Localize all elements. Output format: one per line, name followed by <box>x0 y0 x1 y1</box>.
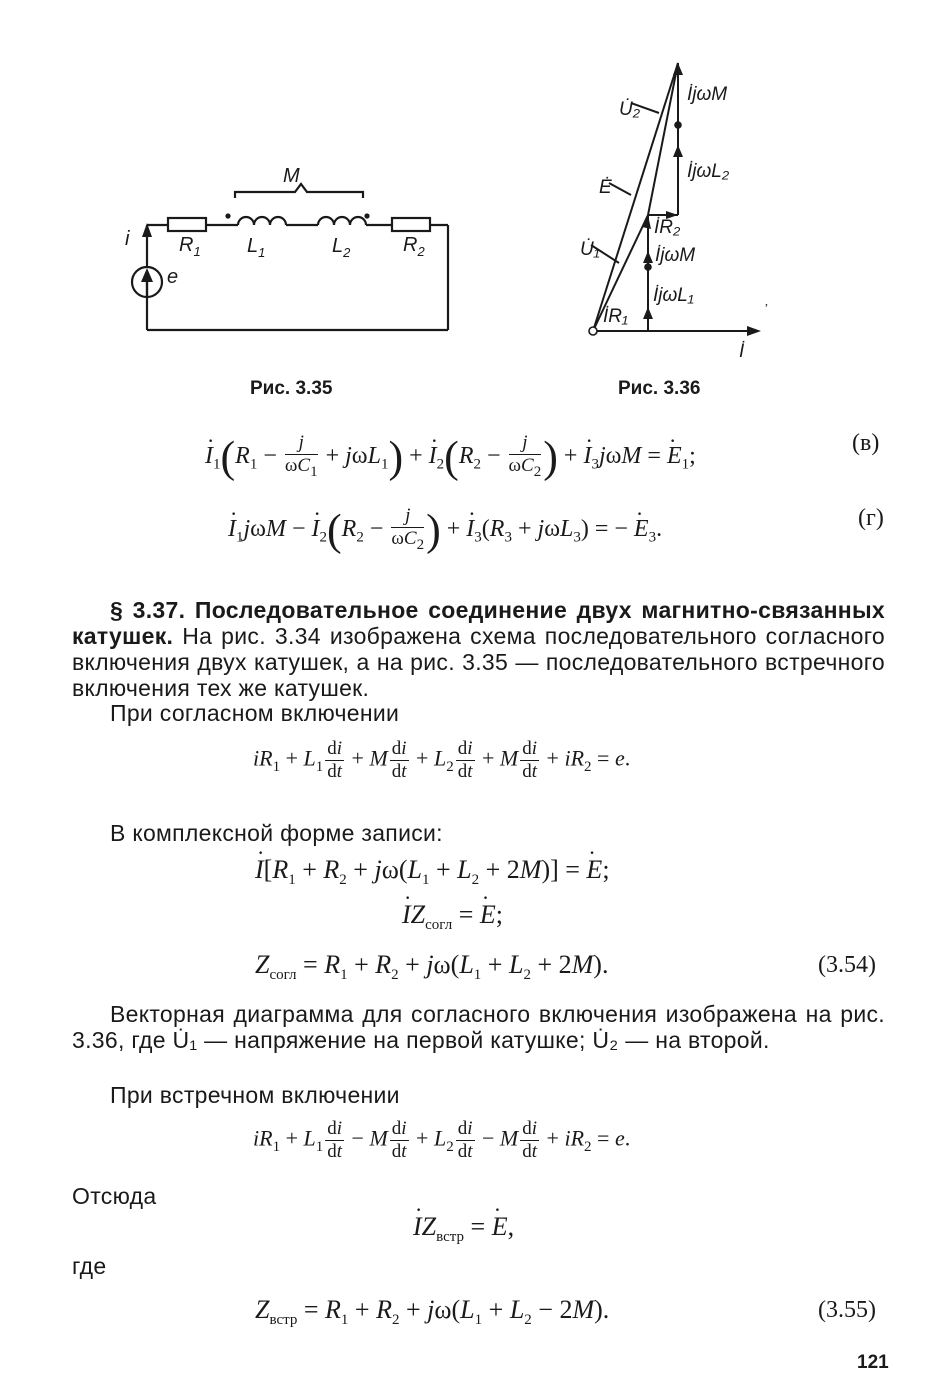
figure-3-35-caption: Рис. 3.35 <box>250 378 333 399</box>
page-number: 121 <box>857 1352 889 1373</box>
equation-izvstr: · $IZ_{встр}$ = · E, <box>413 1212 514 1246</box>
where-text: где <box>72 1253 107 1279</box>
label-i-dot: İ <box>739 341 745 362</box>
opposing-intro: При встречном включении <box>110 1082 400 1108</box>
equation-label-g: (г) <box>858 505 884 531</box>
dot-mark-l1 <box>225 213 230 218</box>
equation-label-3-55: (3.55) <box>818 1297 876 1323</box>
label-l2: $L_2$ <box>332 235 351 260</box>
label-l1: $L_1$ <box>247 235 266 260</box>
equation-g: · $I_1j\omega M$ − · $I_2(R_2$ − $\frac{j}{\omega C_2}$ ) + · $I_3(R_3 + j\omega L_3)$ = − · $E_3$. <box>228 505 662 556</box>
label-u1: U̇₁ <box>580 239 600 260</box>
section-body: На рис. 3.34 изображена схема последовательного согласного включения двух катушек, а на рис. 3.35 — последовательного встречного включения тех же катушек. <box>72 623 885 701</box>
equation-label-v: (в) <box>852 430 880 456</box>
arrowhead-i-icon <box>747 326 761 336</box>
equation-izsogl: · $IZ_{согл}$ = · E; <box>402 900 503 934</box>
figure-3-36-caption: Рис. 3.36 <box>618 378 701 399</box>
complex-form-intro: В комплексной форме записи: <box>110 820 443 846</box>
equation-consonant-differential: $iR_1 + L_1$ $\frac{di}{dt}$ + M $\frac{di}{dt}$ + $L_2$ $\frac{di}{dt}$ + M $\frac{di}{dt}$ + $iR_2 = e$. <box>253 738 631 782</box>
label-ijwm-top: İjωM <box>687 84 728 105</box>
label-i: i <box>125 228 130 250</box>
dot-mark-l2 <box>364 213 369 218</box>
label-m: M <box>283 165 300 187</box>
consonant-intro: При согласном включении <box>110 700 400 726</box>
label-ir2: İR₂ <box>654 217 681 238</box>
label-r1: $R_1$ <box>179 234 201 259</box>
equation-label-3-54: (3.54) <box>818 952 876 978</box>
label-ijwm-mid: İjωM <box>655 245 696 266</box>
label-r2: $R_2$ <box>403 234 425 259</box>
equation-v: · $I_1(R_1$ − $\frac{j}{\omega C_1}$ + jωL$_1$) + · $I_2(R_2$ − $\frac{j}{\omega C_2}$ ) + · $I_3j\omega M$ = · $E_1$; <box>205 432 696 483</box>
equation-3-54: $Z_{согл} = R_1 + R_2 + j\omega(L_1 + L_2 + 2M)$. <box>255 950 609 984</box>
section-heading: § 3.37. Последовательное соединение двух магнитно-связанных катушек. <box>72 597 885 649</box>
equation-complex-sum: · $I[R_1 + R_2 + j\omega(L_1 + L_2 + 2M)]$ = · E; <box>255 855 610 889</box>
label-ijwl2: İjωL₂ <box>687 161 730 182</box>
label-e-dot: Ė <box>599 177 612 198</box>
vector-diagram-paragraph: Векторная диаграмма для согласного включения изображена на рис. 3.36, где U̇₁ — напряжение на первой катушке; U̇₂ — на второй. <box>72 1001 885 1053</box>
label-ir1: İR₁ <box>603 306 628 327</box>
figure-3-36-vector-diagram <box>575 55 775 365</box>
label-e: e <box>167 266 179 288</box>
equation-3-55: $Z_{встр} = R_1 + R_2 + j\omega(L_1 + L_2 - 2M)$. <box>255 1295 610 1329</box>
label-u2: U̇₂ <box>619 99 640 120</box>
svg-text:,: , <box>765 294 768 308</box>
figure-3-35-circuit <box>115 160 460 340</box>
equation-opposing-differential: $iR_1 + L_1$ $\frac{di}{dt}$ − M $\frac{di}{dt}$ + $L_2$ $\frac{di}{dt}$ − M $\frac{di}{dt}$ + $iR_2 = e$. <box>253 1118 631 1162</box>
section-3-37-paragraph <box>72 597 885 701</box>
label-ijwl1: İjωL₁ <box>653 285 694 306</box>
hence-text: Отсюда <box>72 1183 157 1209</box>
